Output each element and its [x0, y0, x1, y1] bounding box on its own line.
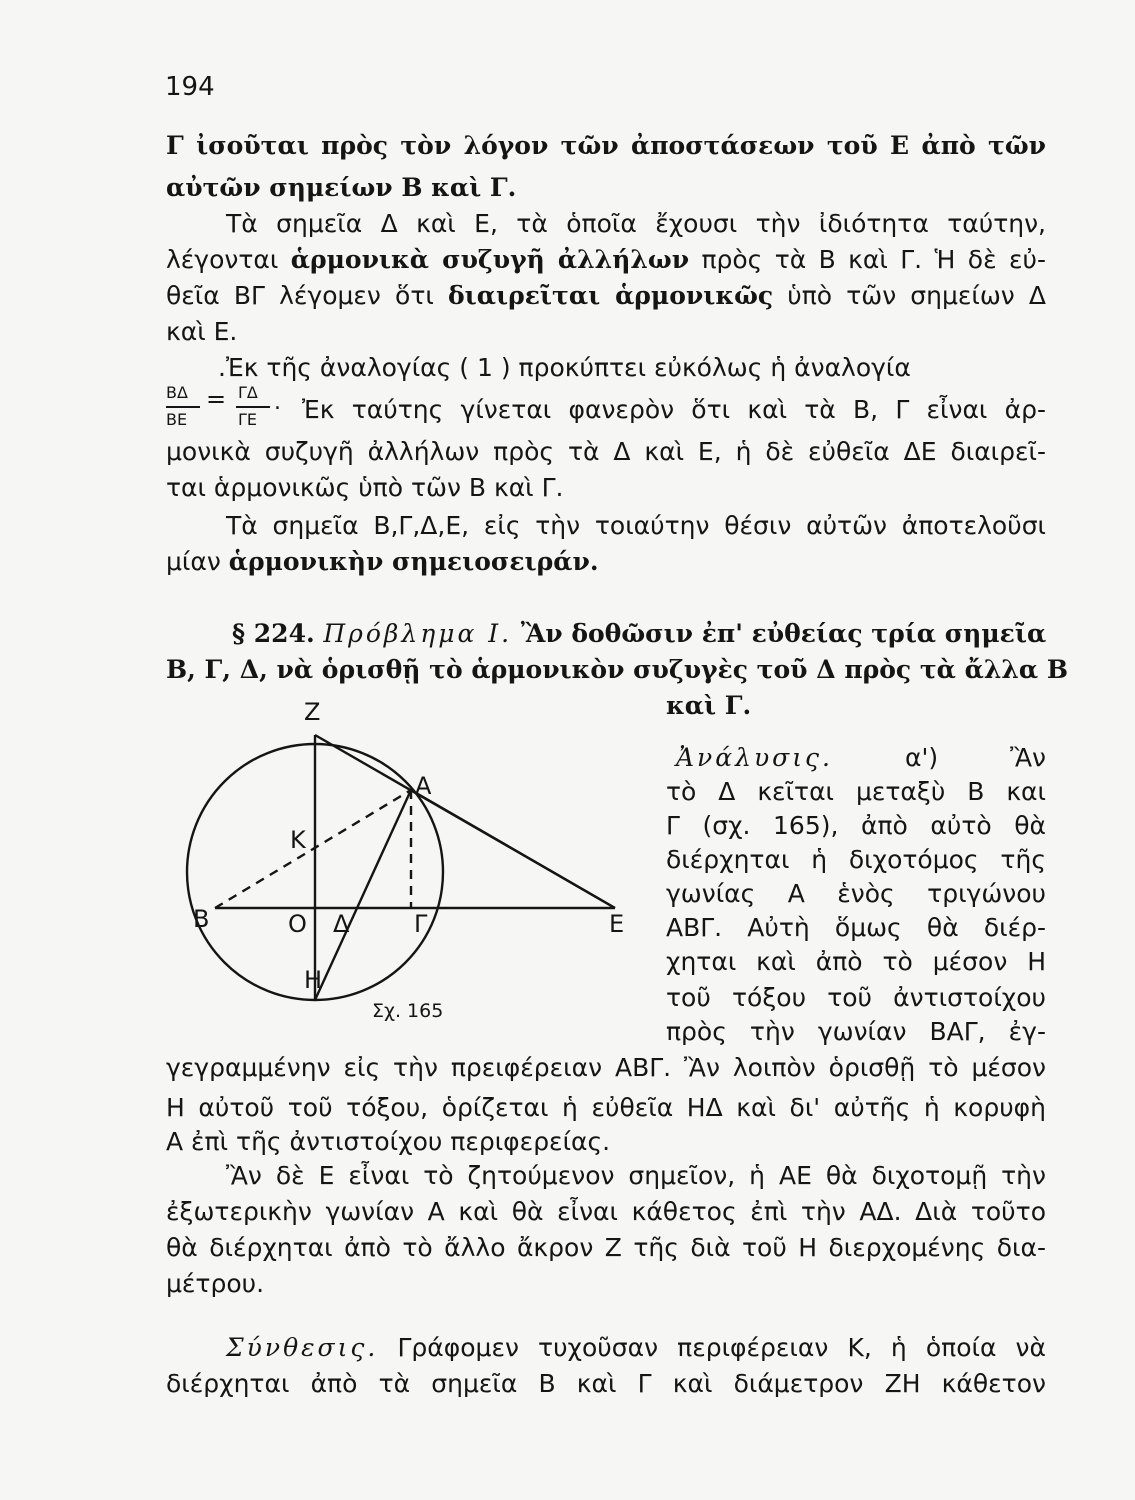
label-G: Γ [414, 910, 428, 938]
fraction-denominator: ΓΕ [238, 410, 258, 429]
fraction-numerator: ΓΔ [238, 383, 258, 402]
term-harmonic-conjugates: ἁρμονικὰ συζυγῆ ἀλλήλων [290, 245, 690, 274]
dashed-BA [215, 790, 411, 908]
text-span: Ἂν δοθῶσιν ἐπ' εὐθείας τρία σημεῖα [512, 619, 1047, 648]
label-D: Δ [333, 910, 350, 938]
text-line: Ἂν δὲ Ε εἶναι τὸ ζητούμενον σημεῖον, ἡ ΑΕ θὰ διχοτομῇ τὴν [226, 1161, 1046, 1190]
fraction-denominator: ΒΕ [166, 410, 188, 429]
term-harmonic-range: ἁρμονικὴν σημειοσειράν. [228, 547, 599, 576]
analysis-label: Ἀνάλυσις. [676, 743, 833, 772]
text-line: .Ἐκ τῆς ἀναλογίας ( 1 ) προκύπτει εὐκόλως ἡ ἀναλογία [218, 353, 911, 382]
text-line: γωνίας Α ἑνὸς τριγώνου [666, 879, 1046, 908]
problem-label: Πρόβλημα Ι. [323, 619, 513, 648]
text-line: μονικὰ συζυγῆ ἀλλήλων πρὸς τὰ Δ καὶ Ε, ἡ δὲ εὐθεῖα ΔΕ διαιρεῖ- [166, 437, 1046, 466]
text-line: διέρχηται ἡ διχοτόμος τῆς [666, 845, 1046, 874]
text-span: α') Ἂν [833, 743, 1046, 772]
text-line [226, 1330, 1046, 1366]
text-line: Α ἐπὶ τῆς ἀντιστοίχου περιφερείας. [166, 1127, 611, 1156]
text-line: τὸ Δ κεῖται μεταξὺ Β και [666, 777, 1046, 806]
text-line [166, 544, 1046, 580]
text-line: Η αὐτοῦ τοῦ τόξου, ὁρίζεται ἡ εὐθεῖα ΗΔ καὶ δι' αὐτῆς ἡ κορυφὴ [166, 1093, 1046, 1122]
synthesis-label: Σύνθεσις. [226, 1333, 379, 1362]
text-line: γεγραμμένην εἰς τὴν πρειφέρειαν ΑΒΓ. Ἂν λοιπὸν ὁρισθῇ τὸ μέσον [166, 1053, 1046, 1082]
text-line: καὶ Ε. [166, 317, 238, 346]
text-line: Τὰ σημεῖα Δ καὶ Ε, τὰ ὁποῖα ἔχουσι τὴν ἰδιότητα ταύτην, [226, 209, 1046, 238]
line-AH [315, 790, 411, 1000]
text-line: τοῦ τόξου τοῦ ἀντιστοίχου [666, 983, 1046, 1012]
text-line: χηται καὶ ἀπὸ τὸ μέσον Η [666, 947, 1046, 976]
text-line [676, 740, 1046, 776]
problem-heading [232, 616, 1046, 652]
text-span: ὑπὸ τῶν σημείων Δ [773, 281, 1047, 310]
page-number: 194 [165, 72, 215, 102]
text-line: Τὰ σημεῖα Β,Γ,Δ,Ε, εἰς τὴν τοιαύτην θέσιν αὐτῶν ἀποτελοῦσι [226, 511, 1046, 540]
text-line: Ἐκ ταύτης γίνεται φανερὸν ὅτι καὶ τὰ Β, Γ εἶναι ἀρ- [302, 395, 1046, 424]
text-line [166, 242, 1046, 278]
text-span: Γράφομεν τυχοῦσαν περιφέρειαν Κ, ἡ ὁποία νὰ [378, 1333, 1046, 1362]
text-line: ται ἁρμονικῶς ὑπὸ τῶν Β καὶ Γ. [166, 473, 564, 502]
label-O: O [288, 910, 307, 938]
label-E: E [609, 910, 625, 938]
text-line: Γ (σχ. 165), ἀπὸ αὐτὸ θὰ [666, 811, 1046, 840]
text-span: λέγονται [166, 245, 291, 274]
text-span: μίαν [166, 547, 229, 576]
fraction-dot: . [274, 390, 281, 415]
fraction-numerator: ΒΔ [166, 383, 188, 402]
figure-caption: Σχ. 165 [372, 1000, 444, 1022]
text-span: πρὸς τὰ Β καὶ Γ. Ἡ δὲ εὐ- [689, 245, 1046, 274]
term-divided-harmonically: διαιρεῖται ἁρμονικῶς [447, 281, 774, 310]
text-line: πρὸς τὴν γωνίαν ΒΑΓ, ἐγ- [666, 1017, 1046, 1046]
figure-165 [185, 700, 645, 1030]
label-K: K [290, 826, 306, 854]
text-span: θεῖα ΒΓ λέγομεν ὅτι [166, 281, 448, 310]
text-line: θὰ διέρχηται ἀπὸ τὸ ἄλλο ἄκρον Ζ τῆς διὰ τοῦ Η διερχομένης δια- [166, 1233, 1046, 1262]
text-line: ΑΒΓ. Αὐτὴ ὅμως θὰ διέρ- [666, 913, 1046, 942]
text-line: μέτρου. [166, 1269, 265, 1298]
label-H: H [304, 966, 323, 994]
equals-sign: = [206, 385, 227, 413]
label-A: A [415, 772, 432, 800]
text-line: Β, Γ, Δ, νὰ ὁρισθῇ τὸ ἁρμονικὸν συζυγὲς τοῦ Δ πρὸς τὰ ἄλλα Β [166, 655, 1068, 684]
text-line: καὶ Γ. [666, 691, 752, 720]
text-line [166, 278, 1046, 314]
label-B: B [193, 905, 210, 933]
fraction-bar [236, 406, 270, 408]
section-number: § 224. [232, 619, 324, 648]
label-Z: Z [304, 698, 321, 726]
geometry-diagram [185, 700, 645, 1030]
text-line: αὐτῶν σημείων Β καὶ Γ. [166, 173, 517, 202]
text-line: ἐξωτερικὴν γωνίαν Α καὶ θὰ εἶναι κάθετος ἐπὶ τὴν ΑΔ. Διὰ τοῦτο [166, 1197, 1046, 1226]
text-line: διέρχηται ἀπὸ τὰ σημεῖα Β καὶ Γ καὶ διάμετρον ΖΗ κάθετον [166, 1369, 1046, 1398]
fraction-bar [166, 406, 200, 408]
text-line: Γ ἰσοῦται πρὸς τὸν λόγον τῶν ἀποστάσεων τοῦ Ε ἀπὸ τῶν [166, 131, 1046, 160]
